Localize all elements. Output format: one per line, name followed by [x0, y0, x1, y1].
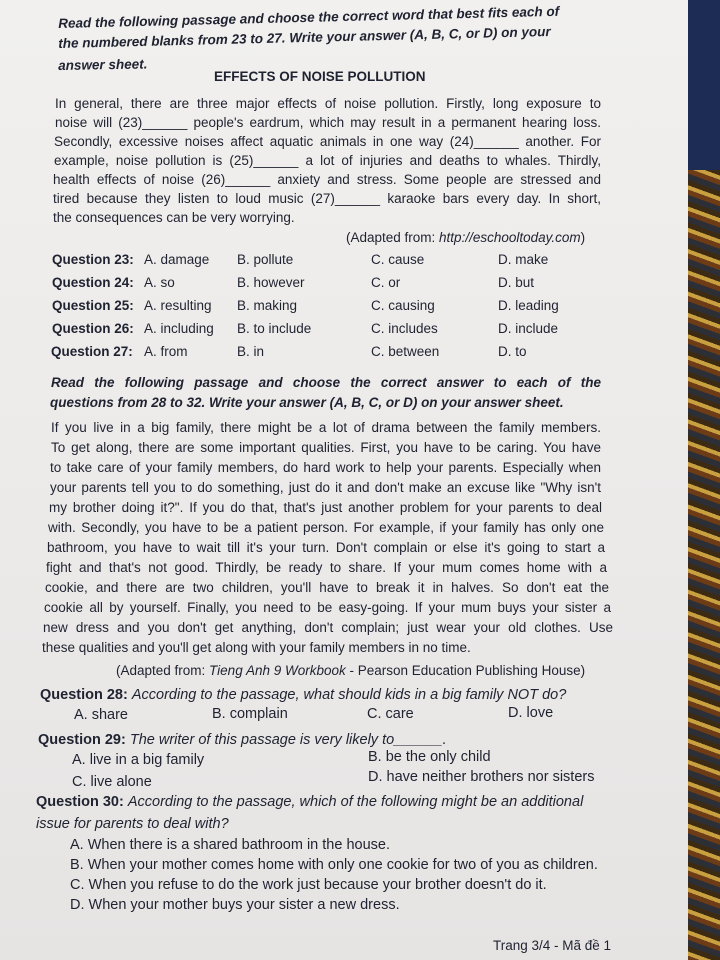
passage-1-line: In general, there are three major effects of noise pollution. Firstly, long exposure to: [55, 96, 601, 111]
passage-1-line: noise will (23)______ people's eardrum, which may result in a permanent hearing loss.: [55, 115, 601, 130]
instructions-line-1: Read the following passage and choose the correct word that best fits each of: [58, 3, 560, 31]
passage-2-line: fight and that's not good. Thirdly, be ready to share. If your mum comes home with a: [46, 560, 607, 575]
passage-1-line: the consequences can be very worrying.: [53, 210, 295, 225]
instructions-2-line-1: Read the following passage and choose the correct answer to each of the: [51, 375, 601, 390]
question-26-label: Question 26:: [52, 321, 134, 336]
passage-1-line: health effects of noise (26)______ anxiety and stress. Some people are stressed and: [53, 172, 601, 187]
q26-option-a[interactable]: A. including: [144, 321, 214, 336]
question-23-label: Question 23:: [52, 252, 134, 267]
q23-option-b[interactable]: B. pollute: [237, 252, 294, 267]
question-28: Question 28: According to the passage, what should kids in a big family NOT do?: [40, 687, 567, 703]
q29-option-b[interactable]: B. be the only child: [368, 749, 491, 765]
passage-2-line: bathroom, you have to wait till it's your turn. Don't complain or else it's going to start a: [47, 540, 605, 555]
q23-option-d[interactable]: D. make: [498, 252, 549, 267]
instructions-2-line-2: questions from 28 to 32. Write your answer (A, B, C, or D) on your answer sheet.: [50, 395, 564, 410]
page-footer: Trang 3/4 - Mã đề 1: [493, 938, 612, 953]
instructions-line-2: the numbered blanks from 23 to 27. Write your answer (A, B, C, or D) on your: [58, 23, 551, 51]
q27-option-b[interactable]: B. in: [237, 344, 265, 359]
q25-option-d[interactable]: D. leading: [498, 298, 559, 313]
q27-option-a[interactable]: A. from: [144, 344, 188, 359]
question-30: Question 30: According to the passage, which of the following might be an additional: [36, 794, 584, 810]
q29-option-a[interactable]: A. live in a big family: [72, 752, 205, 768]
passage-2-line: To get along, there are some important qualities. First, you have to be caring. You have: [51, 440, 601, 455]
passage-2-line: new dress and you don't get anything, don't complain; just wear your old clothes. Use: [43, 620, 613, 635]
q30-option-b[interactable]: B. When your mother comes home with only one cookie for two of you as children.: [70, 857, 598, 873]
q30-option-a[interactable]: A. When there is a shared bathroom in the house.: [70, 837, 390, 853]
q30-option-c[interactable]: C. When you refuse to do the work just because your brother doesn't do it.: [70, 877, 547, 893]
passage-2-line: your parents tell you to do something, just do it and don't make an excuse like "Why isn't: [50, 480, 601, 495]
passage-2-line: cookie, and there are two children, you'll have to break it in halves. So don't eat the: [45, 580, 609, 595]
q24-option-a[interactable]: A. so: [144, 275, 175, 290]
passage-2-line: If you live in a big family, there might be a lot of drama between the family members.: [51, 420, 601, 435]
background-blue-cover: [688, 0, 720, 170]
q23-option-a[interactable]: A. damage: [144, 252, 210, 267]
q24-option-b[interactable]: B. however: [237, 275, 305, 290]
passage-1-line: Secondly, excessive noises affect aquatic animals in one way (24)______ another. For: [54, 134, 601, 149]
source-1: (Adapted from: http://eschooltoday.com): [346, 230, 586, 245]
q25-option-a[interactable]: A. resulting: [144, 298, 212, 313]
q25-option-c[interactable]: C. causing: [371, 298, 435, 313]
passage-2-line: to take care of your family members, do hard work to help your parents. Especially when: [50, 460, 601, 475]
q27-option-c[interactable]: C. between: [371, 344, 440, 359]
passage-2-line: cookie all by yourself. Finally, you need to be easy-going. If your mum buys your sister a: [44, 600, 611, 615]
question-25-label: Question 25:: [52, 298, 134, 313]
q24-option-d[interactable]: D. but: [498, 275, 535, 290]
passage-2-line: these qualities and you'll get along with your family members in no time.: [42, 640, 471, 655]
q24-option-c[interactable]: C. or: [371, 275, 401, 290]
q25-option-b[interactable]: B. making: [237, 298, 298, 313]
q28-option-a[interactable]: A. share: [74, 707, 128, 723]
instructions-line-3: answer sheet.: [58, 56, 148, 73]
q28-option-c[interactable]: C. care: [367, 706, 414, 722]
q29-option-c[interactable]: C. live alone: [72, 774, 152, 790]
passage-1-title: EFFECTS OF NOISE POLLUTION: [214, 69, 426, 84]
question-29: Question 29: The writer of this passage is very likely to______.: [38, 732, 447, 748]
passage-2-line: my brother doing it?". If you do that, that's just another problem for your parents to deal: [49, 500, 602, 515]
q26-option-d[interactable]: D. include: [498, 321, 559, 336]
passage-1-line: example, noise pollution is (25)______ a lot of injuries and deaths to whales. Thirdly,: [54, 153, 601, 168]
q30-option-d[interactable]: D. When your mother buys your sister a new dress.: [70, 897, 400, 913]
question-24-label: Question 24:: [52, 275, 134, 290]
q26-option-b[interactable]: B. to include: [237, 321, 312, 336]
q27-option-d[interactable]: D. to: [498, 344, 527, 359]
q28-option-d[interactable]: D. love: [508, 705, 554, 721]
q29-option-d[interactable]: D. have neither brothers nor sisters: [368, 769, 595, 785]
q26-option-c[interactable]: C. includes: [371, 321, 438, 336]
question-27-label: Question 27:: [51, 344, 133, 359]
source-2: (Adapted from: Tieng Anh 9 Workbook - Pearson Education Publishing House): [116, 663, 586, 678]
q23-option-c[interactable]: C. cause: [371, 252, 425, 267]
question-30-line-2: issue for parents to deal with?: [36, 816, 229, 832]
passage-1-line: tired because they listen to loud music (27)______ karaoke bars every day. In short,: [53, 191, 601, 206]
passage-2-line: with. Secondly, you have to be a patient person. For example, if your family has only one: [48, 520, 604, 535]
q28-option-b[interactable]: B. complain: [212, 706, 288, 722]
